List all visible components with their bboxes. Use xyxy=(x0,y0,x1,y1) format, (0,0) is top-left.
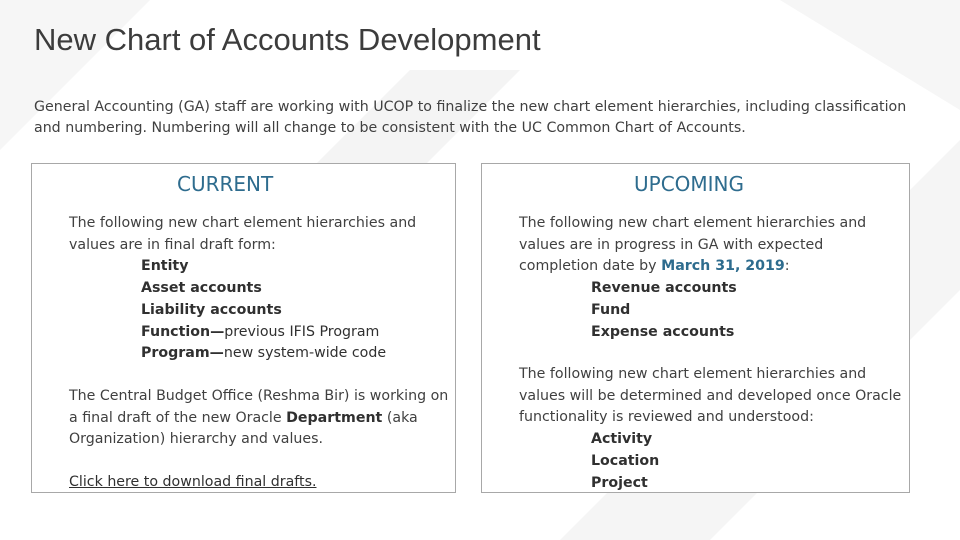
current-box xyxy=(31,163,456,493)
list-item: Project xyxy=(591,474,648,491)
list-item: Location xyxy=(591,452,660,469)
list-item: Expense accounts xyxy=(591,323,735,340)
upcoming-item-list-1 xyxy=(519,278,904,343)
current-item-list xyxy=(69,256,449,365)
department-term: Department xyxy=(286,409,383,426)
list-item: Function—previous IFIS Program xyxy=(141,323,380,340)
upcoming-heading: UPCOMING xyxy=(634,172,745,196)
upcoming-future xyxy=(519,364,904,494)
list-item: Asset accounts xyxy=(141,280,262,297)
list-item: Fund xyxy=(591,301,631,318)
intro-text: General Accounting (GA) staff are working with UCOP to finalize the new chart element hierarchies, including classification and numbering. Numbering will all change to be consistent with the UC Common Chart of Accounts. xyxy=(34,99,907,136)
upcoming-progress xyxy=(519,213,904,343)
download-drafts-link[interactable]: Click here to download final drafts. xyxy=(69,474,317,490)
list-item: Entity xyxy=(141,258,189,275)
list-item: Program—new system-wide code xyxy=(141,345,387,362)
download-row xyxy=(69,472,449,494)
upcoming-item-list-2 xyxy=(519,429,904,494)
list-item: Liability accounts xyxy=(141,301,282,318)
current-para1: The following new chart element hierarchies and values are in final draft form: xyxy=(69,215,417,253)
current-heading: CURRENT xyxy=(177,172,274,196)
current-finals xyxy=(69,213,449,365)
completion-date: March 31, 2019 xyxy=(661,258,785,275)
list-item: Activity xyxy=(591,431,653,448)
upcoming-para2: The following new chart element hierarchies and values will be determined and developed once Oracle functionality is reviewed and understood: xyxy=(519,366,902,426)
current-department-note: The Central Budget Office (Reshma Bir) is working on a final draft of the new Oracle Department (aka Organization) hierarchy and values. xyxy=(69,388,449,448)
list-item: Revenue accounts xyxy=(591,280,737,297)
upcoming-box xyxy=(481,163,910,493)
slide-title: New Chart of Accounts Development xyxy=(34,22,541,57)
upcoming-para1: The following new chart element hierarchies and values are in progress in GA with expected completion date by March 31, 2019: xyxy=(519,215,867,275)
